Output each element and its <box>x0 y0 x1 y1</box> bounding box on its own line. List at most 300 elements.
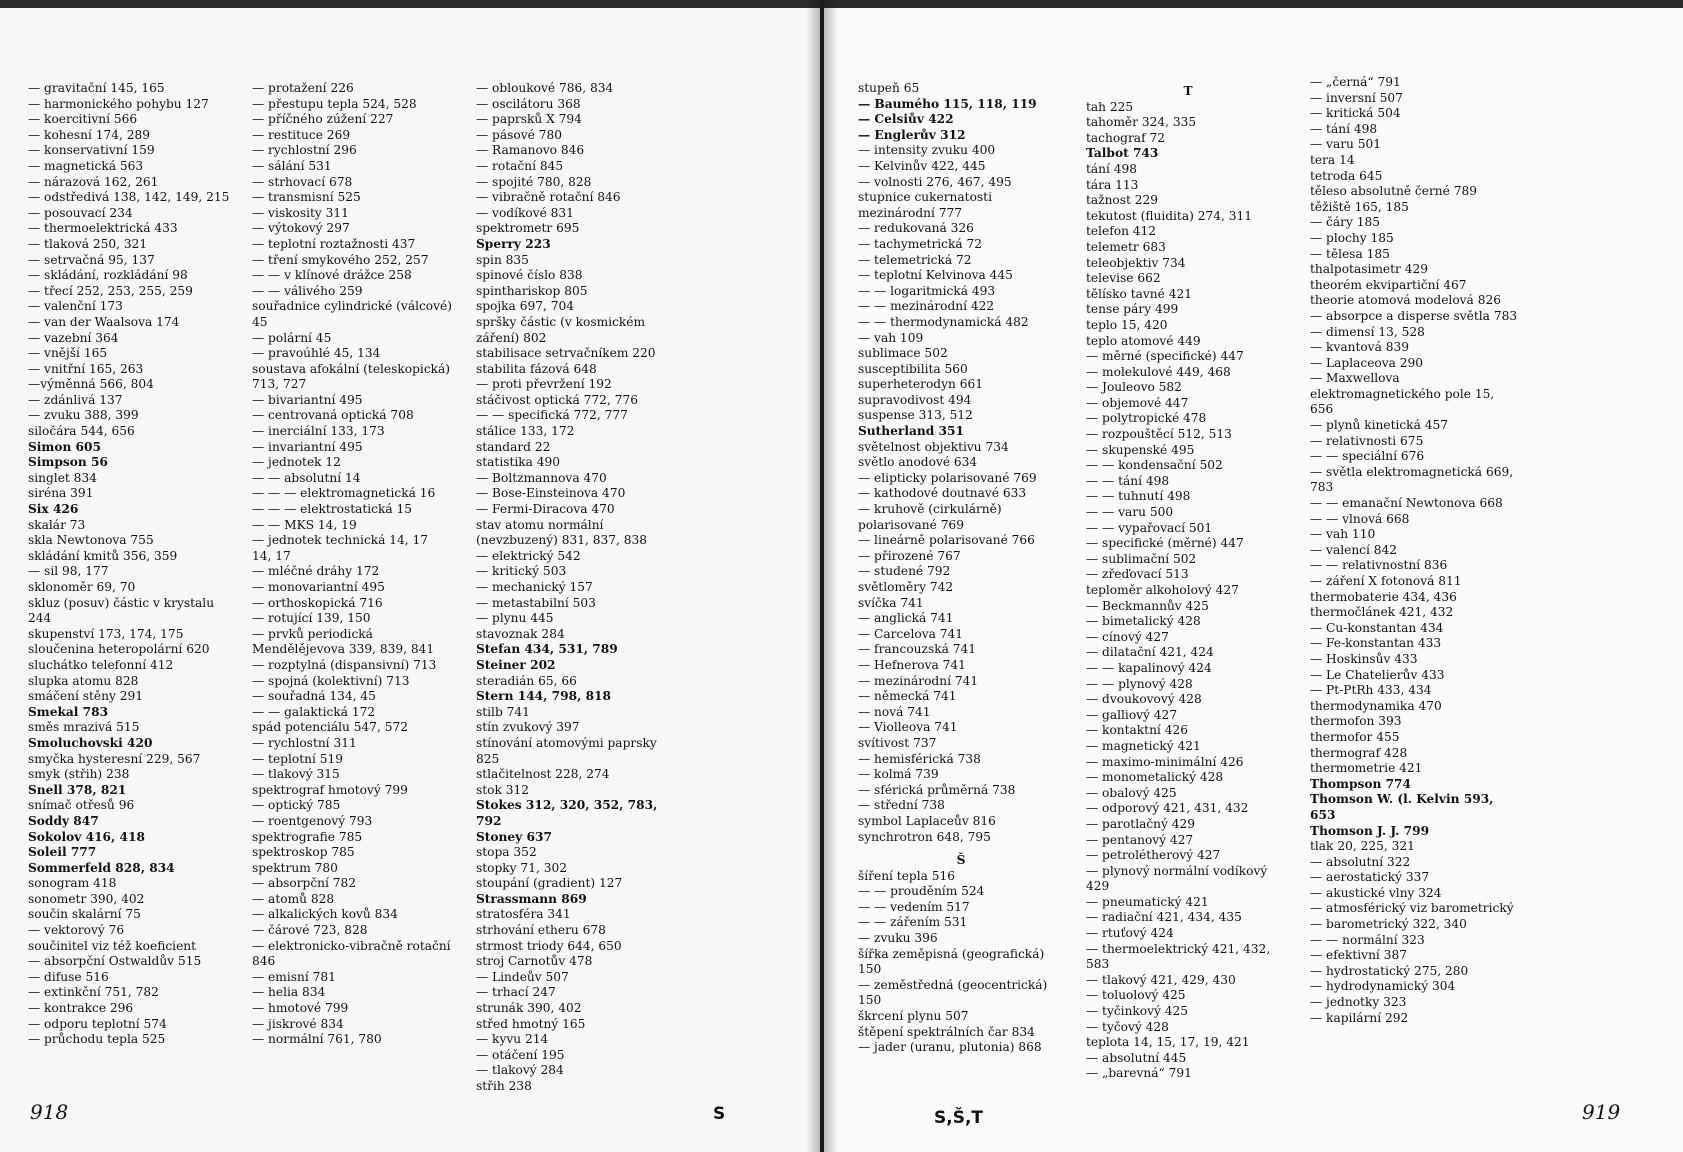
index-entry: — — plynový 428 <box>1086 676 1193 691</box>
index-entry: — inversní 507 <box>1310 90 1403 105</box>
index-entry: — — tání 498 <box>1086 473 1170 488</box>
index-entry: — magnetický 421 <box>1086 738 1201 753</box>
index-entry: spektrografie 785 <box>252 829 363 844</box>
index-entry: — nárazová 162, 261 <box>28 174 159 189</box>
index-entry: — tlakový 284 <box>476 1063 564 1078</box>
page-top-edge <box>824 0 1683 8</box>
index-entry: — Hefnerova 741 <box>858 657 966 672</box>
index-entry: smáčení stěny 291 <box>28 689 143 704</box>
index-entry: thermometrie 421 <box>1310 761 1423 776</box>
index-entry: — — zářením 531 <box>858 915 968 930</box>
index-entry: — odporu teplotní 574 <box>28 1016 167 1031</box>
index-entry: — dilatační 421, 424 <box>1086 645 1214 660</box>
index-entry: — kritická 504 <box>1310 106 1401 121</box>
index-entry: — hydrodynamický 304 <box>1310 979 1456 994</box>
index-entry: — restituce 269 <box>252 127 351 142</box>
index-entry: — tření smykového 252, 257 <box>252 252 429 267</box>
index-entry: — střední 738 <box>858 798 945 813</box>
index-entry: snímač otřesů 96 <box>28 798 135 813</box>
index-entry: — hydrostatický 275, 280 <box>1310 963 1469 978</box>
index-entry: — tělesa 185 <box>1310 246 1390 261</box>
index-entry: — obloukové 786, 834 <box>476 81 614 95</box>
index-entry: — čárové 723, 828 <box>252 923 368 938</box>
index-entry: skluz (posuv) částic v krystalu 244 <box>28 595 215 626</box>
index-entry: — galliový 427 <box>1086 707 1178 722</box>
index-entry: — výtokový 297 <box>252 221 350 236</box>
index-entry: — zeměstředná (geocentrická) 150 <box>858 977 1048 1008</box>
index-entry: sublimace 502 <box>858 346 948 361</box>
index-entry: telemetr 683 <box>1086 239 1166 254</box>
index-entry: Snell 378, 821 <box>28 782 127 797</box>
index-entry: — absolutní 322 <box>1310 854 1411 869</box>
index-entry: stupnice cukernatosti mezinárodní 777 <box>858 190 992 220</box>
index-entry: stáčivost optická 772, 776 <box>476 392 638 407</box>
index-entry: — vnější 165 <box>28 346 108 361</box>
index-entry: sklonoměr 69, 70 <box>28 580 136 594</box>
index-entry: — mechanický 157 <box>476 580 593 594</box>
index-entry: televise 662 <box>1086 271 1161 286</box>
index-entry: thalpotasimetr 429 <box>1310 262 1428 277</box>
index-entry: — emisní 781 <box>252 969 336 984</box>
index-entry: Simon 605 <box>28 439 102 454</box>
index-entry: stlačitelnost 228, 274 <box>476 767 610 782</box>
index-entry: spád potenciálu 547, 572 <box>252 720 408 735</box>
index-entry: světloměry 742 <box>858 580 954 594</box>
index-entry: — kohesní 174, 289 <box>28 127 150 142</box>
index-entry: — otáčení 195 <box>476 1047 565 1062</box>
index-entry: — — galaktická 172 <box>252 704 376 719</box>
index-entry: — skládání, rozkládání 98 <box>28 268 188 283</box>
index-entry: těžiště 165, 185 <box>1310 199 1409 214</box>
index-entry: — elipticky polarisované 769 <box>858 470 1037 485</box>
index-entry: — oscilátoru 368 <box>476 96 581 111</box>
index-entry: strmost triody 644, 650 <box>476 938 622 953</box>
index-column-4 <box>858 81 1064 1056</box>
index-entry: — vnitřní 165, 263 <box>28 361 144 376</box>
index-entry: — spojité 780, 828 <box>476 174 592 189</box>
index-column-2 <box>252 81 454 1048</box>
index-entry: Thompson 774 <box>1310 776 1412 791</box>
index-entry: souřadnice cylindrické (válcové) 45 <box>252 299 452 329</box>
index-entry: — tachymetrická 72 <box>858 236 983 251</box>
index-entry: směs mrazivá 515 <box>28 720 140 735</box>
index-entry: — transmisní 525 <box>252 190 361 205</box>
index-entry: — rozpouštěcí 512, 513 <box>1086 427 1232 442</box>
index-entry: stopa 352 <box>476 845 537 860</box>
index-column-5 <box>1086 76 1290 1082</box>
index-entry: — Jouleovo 582 <box>1086 380 1182 395</box>
index-entry: teplota 14, 15, 17, 19, 421 <box>1086 1035 1250 1050</box>
index-entry: — — válivého 259 <box>252 283 363 298</box>
index-entry: — orthoskopická 716 <box>252 595 383 610</box>
index-entry: spinthariskop 805 <box>476 283 588 298</box>
index-entry: — Bose-Einsteinova 470 <box>476 486 626 501</box>
index-entry: — — absolutní 14 <box>252 470 361 485</box>
index-entry: — thermoelektrický 421, 432, 583 <box>1086 941 1271 972</box>
index-entry: — sublimační 502 <box>1086 551 1197 566</box>
index-entry: — kontaktní 426 <box>1086 723 1188 738</box>
index-entry: — rotující 139, 150 <box>252 611 371 626</box>
index-entry: — plynů kinetická 457 <box>1310 418 1448 433</box>
index-entry: — „barevná“ 791 <box>1086 1066 1192 1081</box>
index-entry: Soleil 777 <box>28 845 97 860</box>
index-entry: singlet 834 <box>28 470 97 485</box>
index-entry: — přirozené 767 <box>858 548 961 563</box>
index-entry: — — kondensační 502 <box>1086 458 1223 473</box>
index-entry: — vodíkové 831 <box>476 205 574 220</box>
index-entry: — vektorový 76 <box>28 923 125 938</box>
index-entry: — kyvu 214 <box>476 1032 549 1047</box>
index-entry: — Laplaceova 290 <box>1310 355 1424 370</box>
index-entry: — extinkční 751, 782 <box>28 985 159 1000</box>
index-entry: — studené 792 <box>858 564 951 579</box>
index-entry: — absorpce a disperse světla 783 <box>1310 308 1518 323</box>
index-entry: — nová 741 <box>858 704 931 719</box>
index-entry: spektrograf hmotový 799 <box>252 782 408 797</box>
index-entry: — efektivní 387 <box>1310 948 1407 963</box>
index-entry: teplo 15, 420 <box>1086 317 1168 332</box>
index-entry: — roentgenový 793 <box>252 813 373 828</box>
index-entry: — francouzská 741 <box>858 642 976 657</box>
index-entry: thermograf 428 <box>1310 745 1408 760</box>
index-entry: — elektrický 542 <box>476 548 581 563</box>
index-entry: svíčka 741 <box>858 595 924 610</box>
index-entry: — optický 785 <box>252 798 341 813</box>
index-entry: střih 238 <box>476 1079 532 1093</box>
index-entry: — rychlostní 311 <box>252 735 357 750</box>
index-entry: — polytropické 478 <box>1086 411 1207 426</box>
index-entry: — Lindeův 507 <box>476 969 569 984</box>
index-entry: — — relativnostní 836 <box>1310 558 1448 573</box>
index-entry: — plynový normální vodíkový 429 <box>1086 863 1268 894</box>
index-entry: — měrné (specifické) 447 <box>1086 349 1244 364</box>
index-entry: — magnetická 563 <box>28 158 144 173</box>
index-entry: součinitel viz též koeficient <box>28 938 197 953</box>
index-entry: superheterodyn 661 <box>858 377 983 392</box>
index-entry: — Carcelova 741 <box>858 626 964 641</box>
index-entry: — Celsiův 422 <box>858 112 954 127</box>
index-entry: — teplotní Kelvinova 445 <box>858 268 1013 283</box>
index-entry: — barometrický 322, 340 <box>1310 917 1467 932</box>
index-entry: spinové číslo 838 <box>476 268 583 283</box>
index-entry: tání 498 <box>1086 161 1138 176</box>
index-entry: — jednotek technická 14, 17 <box>252 533 429 548</box>
index-entry: spršky částic (v kosmickém záření) 802 <box>476 314 646 345</box>
index-entry: symbol Laplaceův 816 <box>858 813 996 828</box>
index-entry: — jednotek 12 <box>252 455 341 470</box>
index-entry: — inerciální 133, 173 <box>252 424 385 439</box>
index-entry: — alkalických kovů 834 <box>252 907 398 922</box>
index-entry: 14, 17 <box>252 548 291 563</box>
index-entry: — trhací 247 <box>476 985 556 1000</box>
index-entry: — petrolétherový 427 <box>1086 848 1221 863</box>
index-entry: soustava afokální (teleskopická) 713, 727 <box>252 361 451 392</box>
index-entry: — intensity zvuku 400 <box>858 143 996 158</box>
index-entry: — telemetrická 72 <box>858 252 972 267</box>
index-entry: — rychlostní 296 <box>252 143 357 158</box>
index-entry: světelnost objektivu 734 <box>858 439 1009 454</box>
index-entry: — — mezinárodní 422 <box>858 299 995 314</box>
index-entry: — zvuku 396 <box>858 931 938 946</box>
gutter-shadow <box>806 0 820 1152</box>
index-entry: — objemové 447 <box>1086 395 1189 410</box>
index-entry: — sálání 531 <box>252 158 332 173</box>
index-entry: — plynu 445 <box>476 611 554 626</box>
index-entry: stok 312 <box>476 782 530 797</box>
index-entry: tekutost (fluidita) 274, 311 <box>1086 208 1253 223</box>
index-entry: — absolutní 445 <box>1086 1050 1187 1065</box>
index-entry: — kruhově (cirkulárně) polarisované 769 <box>858 502 1002 532</box>
index-entry: — průchodu tepla 525 <box>28 1032 166 1047</box>
index-entry: — aerostatický 337 <box>1310 870 1430 885</box>
index-entry: — rotační 845 <box>476 158 564 173</box>
index-entry: — strhovací 678 <box>252 174 353 189</box>
index-entry: — — thermodynamická 482 <box>858 314 1029 329</box>
index-entry: — rozptylná (dispansivní) 713 <box>252 657 437 672</box>
index-entry: tlak 20, 225, 321 <box>1310 839 1415 854</box>
index-entry: — kolmá 739 <box>858 767 939 782</box>
index-entry: — — normální 323 <box>1310 932 1425 947</box>
index-entry: — hemisférická 738 <box>858 751 981 766</box>
index-entry: sonogram 418 <box>28 876 117 891</box>
index-entry: tetroda 645 <box>1310 168 1383 183</box>
index-entry: — teplotní roztažnosti 437 <box>252 236 416 251</box>
index-entry: — — prouděním 524 <box>858 884 985 899</box>
index-entry: — thermoelektrická 433 <box>28 221 178 236</box>
index-entry: — pravoúhlé 45, 134 <box>252 346 381 361</box>
index-entry: — radiační 421, 434, 435 <box>1086 910 1242 925</box>
index-entry: stín zvukový 397 <box>476 720 580 735</box>
index-entry: — parotlačný 429 <box>1086 816 1196 831</box>
index-entry: steradián 65, 66 <box>476 673 577 688</box>
index-entry: — Maxwellova elektromagnetického pole 15, 656 <box>1310 371 1495 417</box>
index-column-1 <box>28 81 230 1048</box>
index-entry: — harmonického pohybu 127 <box>28 96 209 111</box>
index-entry: — pneumatický 421 <box>1086 894 1209 909</box>
index-entry: spektrum 780 <box>252 860 338 875</box>
index-entry: Thomson W. (l. Kelvin 593, 653 <box>1310 792 1494 822</box>
index-entry: — konservativní 159 <box>28 143 155 158</box>
index-entry: — kvantová 839 <box>1310 340 1409 355</box>
index-entry: světlo anodové 634 <box>858 455 978 470</box>
page-number-left: 918 <box>30 1100 69 1124</box>
index-entry: — sil 98, 177 <box>28 564 109 579</box>
index-entry: — tyčinkový 425 <box>1086 1004 1189 1019</box>
index-entry: stratosféra 341 <box>476 907 571 922</box>
index-entry: — — — elektrostatická 15 <box>252 502 413 517</box>
index-entry: — zdánlivá 137 <box>28 392 123 407</box>
index-entry: — relativnosti 675 <box>1310 433 1424 448</box>
index-entry: Simpson 56 <box>28 455 108 470</box>
index-entry: součin skalární 75 <box>28 907 141 922</box>
index-entry: — centrovaná optická 708 <box>252 408 414 423</box>
index-entry: statistika 490 <box>476 455 561 470</box>
index-entry: Sommerfeld 828, 834 <box>28 860 175 875</box>
index-entry: — skupenské 495 <box>1086 442 1195 457</box>
index-entry: — přestupu tepla 524, 528 <box>252 96 417 111</box>
index-entry: — proti převržení 192 <box>476 377 612 392</box>
index-entry: Sperry 223 <box>476 236 551 251</box>
index-entry: Stoney 637 <box>476 829 552 844</box>
left-page <box>0 0 820 1152</box>
index-entry: slupka atomu 828 <box>28 673 139 688</box>
index-entry: — tyčový 428 <box>1086 1019 1169 1034</box>
index-entry: — „černá“ 791 <box>1310 75 1401 89</box>
index-entry: smyčka hysteresní 229, 567 <box>28 751 201 766</box>
index-entry: — tlaková 250, 321 <box>28 236 148 251</box>
index-entry: — anglická 741 <box>858 611 954 626</box>
footer-letter-right: S,Š,T <box>934 1108 983 1128</box>
index-entry: — paprsků X 794 <box>476 112 582 127</box>
index-entry: — Hoskinsův 433 <box>1310 651 1418 666</box>
index-entry: Strassmann 869 <box>476 891 587 906</box>
index-entry: — Fermi-Diracova 470 <box>476 502 615 517</box>
index-entry: škrcení plynu 507 <box>858 1009 969 1024</box>
index-entry: — — v klínové drážce 258 <box>252 268 412 283</box>
index-entry: — dvoukovový 428 <box>1086 692 1202 707</box>
index-entry: — — kapalinový 424 <box>1086 660 1212 675</box>
index-entry: — van der Waalsova 174 <box>28 314 180 329</box>
index-entry: — plochy 185 <box>1310 230 1394 245</box>
index-entry: —výměnná 566, 804 <box>28 377 154 392</box>
index-entry: — Cu-konstantan 434 <box>1310 620 1444 635</box>
page-top-edge <box>0 0 820 8</box>
index-entry: — — varu 500 <box>1086 505 1174 520</box>
index-entry: — teplotní 519 <box>252 751 343 766</box>
index-entry: — helia 834 <box>252 985 326 1000</box>
index-entry: — hmotové 799 <box>252 1001 349 1016</box>
index-entry: Stefan 434, 531, 789 <box>476 642 618 657</box>
index-entry: — specifické (měrné) 447 <box>1086 536 1244 551</box>
index-entry: — lineárně polarisované 766 <box>858 533 1035 548</box>
index-entry: — Violleova 741 <box>858 720 958 735</box>
index-entry: — vah 110 <box>1310 527 1376 542</box>
index-entry: — kapilární 292 <box>1310 1010 1409 1025</box>
index-entry: šířka zeměpisná (geografická) 150 <box>858 946 1045 977</box>
index-entry: — Fe-konstantan 433 <box>1310 636 1442 651</box>
index-entry: — normální 761, 780 <box>252 1032 382 1047</box>
index-entry: — valenční 173 <box>28 299 123 314</box>
index-entry: — kathodové doutnavé 633 <box>858 486 1027 501</box>
index-entry: — cínový 427 <box>1086 629 1169 644</box>
index-entry: — třecí 252, 253, 255, 259 <box>28 283 193 298</box>
index-entry: suspense 313, 512 <box>858 408 973 423</box>
index-entry: sluchátko telefonní 412 <box>28 657 174 672</box>
index-entry: střed hmotný 165 <box>476 1016 586 1031</box>
index-entry: stabilita fázová 648 <box>476 361 597 376</box>
footer-letter-left: S <box>713 1104 726 1124</box>
index-entry: — světla elektromagnetická 669, 783 <box>1310 464 1514 495</box>
index-entry: — monometalický 428 <box>1086 770 1224 785</box>
index-entry: — maximo-minimální 426 <box>1086 754 1244 769</box>
index-entry: — valencí 842 <box>1310 542 1398 557</box>
index-entry: teleobjektiv 734 <box>1086 255 1186 270</box>
index-entry: supravodivost 494 <box>858 392 972 407</box>
section-letter-heading: T <box>1183 84 1193 98</box>
index-entry: šíření tepla 516 <box>858 868 956 883</box>
index-entry: Stokes 312, 320, 352, 783, 792 <box>476 798 658 828</box>
index-entry: — zvuku 388, 399 <box>28 408 139 423</box>
index-entry: skládání kmitů 356, 359 <box>28 548 178 563</box>
index-entry: — pentanový 427 <box>1086 832 1194 847</box>
section-letter-heading: Š <box>956 853 966 868</box>
index-entry: — odstředivá 138, 142, 149, 215 <box>28 190 230 205</box>
index-entry: — akustické vlny 324 <box>1310 885 1442 900</box>
index-entry: — jednotky 323 <box>1310 995 1407 1010</box>
index-entry: thermofon 393 <box>1310 714 1402 729</box>
index-entry: — — — elektromagnetická 16 <box>252 486 436 501</box>
index-entry: — — vypařovací 501 <box>1086 520 1213 535</box>
index-entry: — bimetalický 428 <box>1086 614 1201 629</box>
index-entry: spin 835 <box>476 252 529 267</box>
index-entry: tažnost 229 <box>1086 193 1159 208</box>
index-entry: stilb 741 <box>476 704 530 719</box>
index-entry: štěpení spektrálních čar 834 <box>858 1024 1035 1039</box>
index-entry: standard 22 <box>476 439 551 454</box>
index-entry: stavoznak 284 <box>476 626 565 641</box>
index-entry: tára 113 <box>1086 177 1139 192</box>
index-entry: — mezinárodní 741 <box>858 673 979 688</box>
index-entry: stroj Carnotův 478 <box>476 954 593 969</box>
index-entry: susceptibilita 560 <box>858 361 968 376</box>
index-entry: — posouvací 234 <box>28 205 133 220</box>
index-entry: — tání 498 <box>1310 121 1378 136</box>
index-entry: tachograf 72 <box>1086 130 1165 145</box>
index-entry: — difuse 516 <box>28 969 109 984</box>
index-entry: teplo atomové 449 <box>1086 333 1201 348</box>
index-entry: — mléčné dráhy 172 <box>252 564 380 579</box>
index-entry: tělísko tavné 421 <box>1086 286 1193 301</box>
index-entry: sloučenina heteropolární 620 <box>28 642 210 657</box>
index-entry: — volnosti 276, 467, 495 <box>858 174 1012 189</box>
index-entry: — spojná (kolektivní) 713 <box>252 673 410 688</box>
index-entry: — koercitivní 566 <box>28 112 138 127</box>
index-entry: — obalový 425 <box>1086 785 1177 800</box>
index-entry: — elektronicko-vibračně rotační 846 <box>252 938 451 969</box>
index-entry: sonometr 390, 402 <box>28 891 145 906</box>
index-entry: — setrvačná 95, 137 <box>28 252 155 267</box>
index-entry: — — emanační Newtonova 668 <box>1310 496 1503 511</box>
index-entry: — kritický 503 <box>476 564 567 579</box>
index-entry: — — MKS 14, 19 <box>252 517 357 532</box>
index-entry: — polární 45 <box>252 330 332 345</box>
index-entry: — sférická průměrná 738 <box>858 782 1016 797</box>
index-entry: thermodynamika 470 <box>1310 698 1442 713</box>
index-entry: — německá 741 <box>858 689 957 704</box>
index-entry: Six 426 <box>28 502 79 517</box>
index-entry: — varu 501 <box>1310 137 1382 152</box>
index-entry: — souřadná 134, 45 <box>252 689 376 704</box>
index-entry: — toluolový 425 <box>1086 988 1186 1003</box>
index-entry: stav atomu normální (nevzbuzený) 831, 837, 838 <box>476 517 648 548</box>
index-entry: — — speciální 676 <box>1310 449 1425 464</box>
index-entry: — — vlnová 668 <box>1310 511 1410 526</box>
index-entry: Steiner 202 <box>476 657 556 672</box>
index-entry: — absorpční Ostwaldův 515 <box>28 954 202 969</box>
index-entry: — redukovaná 326 <box>858 221 974 236</box>
index-entry: — Baumého 115, 118, 119 <box>858 96 1037 111</box>
index-entry: — Boltzmannova 470 <box>476 470 607 485</box>
index-entry: těleso absolutně černé 789 <box>1310 184 1477 199</box>
index-entry: Stern 144, 798, 818 <box>476 689 612 704</box>
index-entry: Soddy 847 <box>28 813 99 828</box>
index-entry: — bivariantní 495 <box>252 392 363 407</box>
index-entry: — invariantní 495 <box>252 439 363 454</box>
index-entry: stupeň 65 <box>858 81 920 95</box>
index-entry: stálice 133, 172 <box>476 424 575 439</box>
index-entry: stopky 71, 302 <box>476 860 567 875</box>
index-entry: siréna 391 <box>28 486 94 501</box>
